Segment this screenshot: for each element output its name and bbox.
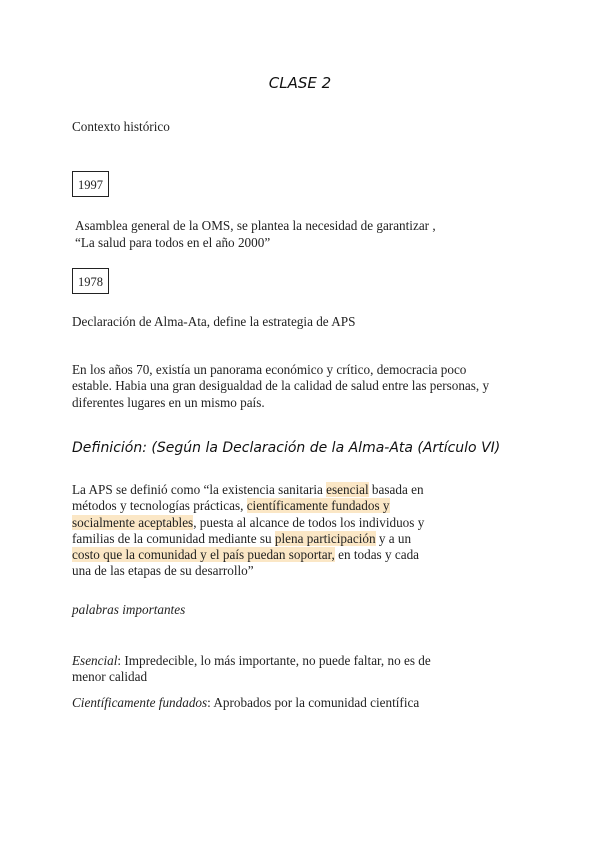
definition-line-2	[72, 498, 424, 514]
highlight-plena-participacion: plena participación	[274, 530, 376, 546]
definition-line-4	[72, 531, 424, 547]
definition-line-3	[72, 515, 424, 531]
definition-text: y a un	[375, 530, 412, 546]
section-context-heading: Contexto histórico	[72, 119, 170, 134]
event-1-line-2: “La salud para todos en el año 2000”	[75, 235, 271, 250]
context-line-2: estable. Habia una gran desigualdad de la calidad de salud entre las personas, y	[72, 378, 490, 394]
term-1-text: : Impredecible, lo más importante, no puede faltar, no es de	[117, 653, 431, 668]
definition-text: métodos y tecnologías prácticas,	[72, 498, 247, 514]
definition-paragraph	[72, 482, 424, 580]
term-1-line-2: menor calidad	[72, 669, 148, 685]
definition-line-1	[72, 482, 424, 498]
definition-line-5	[72, 547, 424, 563]
year-box-1997: 1997	[72, 171, 109, 197]
definition-text: basada en	[368, 482, 424, 497]
highlight-costo: costo que la comunidad y el país puedan soportar,	[72, 547, 335, 563]
highlight-esencial: esencial	[326, 482, 369, 497]
highlight-cientificamente-fundados: científicamente fundados y	[246, 498, 390, 514]
term-1-name: Esencial	[72, 653, 118, 668]
context-line-3: diferentes lugares en un mismo país.	[72, 394, 265, 410]
definition-text: , puesta al alcance de todos los individuos y	[193, 514, 425, 530]
context-line-1: En los años 70, existía un panorama económico y crítico, democracia poco	[72, 362, 467, 377]
event-2: Declaración de Alma-Ata, define la estrategia de APS	[72, 314, 356, 329]
event-1-line-1: Asamblea general de la OMS, se plantea la necesidad de garantizar ,	[75, 218, 436, 233]
year-box-1978: 1978	[72, 268, 109, 294]
term-2-name: Científicamente fundados	[72, 695, 208, 710]
keywords-label: palabras importantes	[72, 602, 186, 617]
highlight-socialmente-aceptables: socialmente aceptables	[72, 514, 194, 530]
term-2-text: : Aprobados por la comunidad científica	[207, 695, 420, 710]
page-title: CLASE 2	[268, 74, 332, 92]
definition-text: en todas y cada	[334, 547, 420, 563]
context-paragraph	[72, 362, 489, 411]
term-2-definition	[72, 695, 419, 711]
definition-text: La APS se definió como “la existencia sanitaria	[72, 482, 327, 497]
term-1-line-1	[72, 653, 431, 669]
definition-text: familias de la comunidad mediante su	[72, 530, 275, 546]
definition-heading: Definición: (Según la Declaración de la Alma-Ata (Artículo VI)	[72, 440, 501, 456]
term-1-definition	[72, 653, 431, 686]
definition-line-6: una de las etapas de su desarrollo”	[72, 563, 254, 579]
